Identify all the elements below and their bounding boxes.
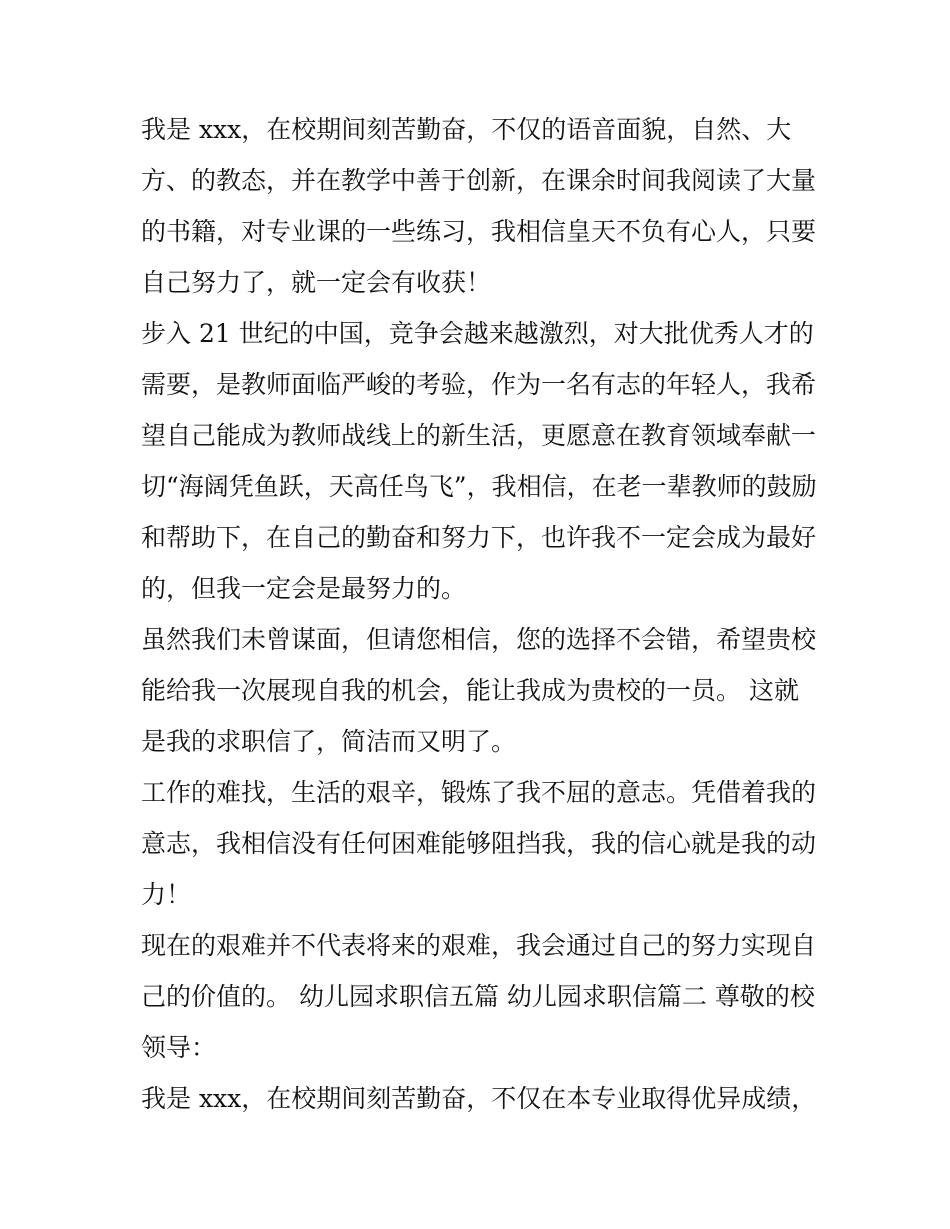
text-line: 虽然我们未曾谋面，但请您相信，您的选择不会错，希望贵校: [141, 625, 817, 654]
paragraph-4: [141, 767, 821, 920]
text-line: 意志，我相信没有任何困难能够阻挡我，我的信心就是我的动: [141, 829, 817, 858]
text-line: 方、的教态，并在教学中善于创新，在课余时间我阅读了大量: [141, 166, 817, 195]
text-line: 领导：: [141, 1033, 217, 1062]
text-line: 我是 xxx，在校期间刻苦勤奋，不仅在本专业取得优异成绩，: [141, 1084, 817, 1113]
text-line: 己的价值的。 幼儿园求职信五篇 幼儿园求职信篇二 尊敬的校: [141, 982, 815, 1011]
paragraph-5: [141, 920, 821, 1073]
text-line: 的，但我一定会是最努力的。: [141, 574, 467, 603]
text-line: 步入 21 世纪的中国，竞争会越来越激烈，对大批优秀人才的: [141, 319, 814, 348]
document-body: [141, 104, 821, 1124]
text-line: 是我的求职信了，简洁而又明了。: [141, 727, 517, 756]
text-line: 我是 xxx，在校期间刻苦勤奋，不仅的语音面貌，自然、大: [141, 115, 792, 144]
text-line: 能给我一次展现自我的机会，能让我成为贵校的一员。 这就: [141, 676, 799, 705]
paragraph-3: [141, 614, 821, 767]
text-line: 工作的难找，生活的艰辛，锻炼了我不屈的意志。凭借着我的: [141, 778, 817, 807]
paragraph-6: [141, 1073, 821, 1124]
paragraph-2: [141, 308, 821, 614]
text-line: 望自己能成为教师战线上的新生活，更愿意在教育领域奉献一: [141, 421, 817, 450]
text-line: 需要，是教师面临严峻的考验，作为一名有志的年轻人，我希: [141, 370, 817, 399]
text-line: 和帮助下，在自己的勤奋和努力下，也许我不一定会成为最好: [141, 523, 817, 552]
paragraph-1: [141, 104, 821, 308]
text-line: 现在的艰难并不代表将来的艰难，我会通过自己的努力实现自: [141, 931, 817, 960]
text-line: 切“海阔凭鱼跃，天高任鸟飞”，我相信，在老一辈教师的鼓励: [141, 472, 817, 501]
text-line: 自己努力了，就一定会有收获！: [141, 268, 492, 297]
text-line: 力！: [141, 880, 192, 909]
text-line: 的书籍，对专业课的一些练习，我相信皇天不负有心人，只要: [141, 217, 817, 246]
